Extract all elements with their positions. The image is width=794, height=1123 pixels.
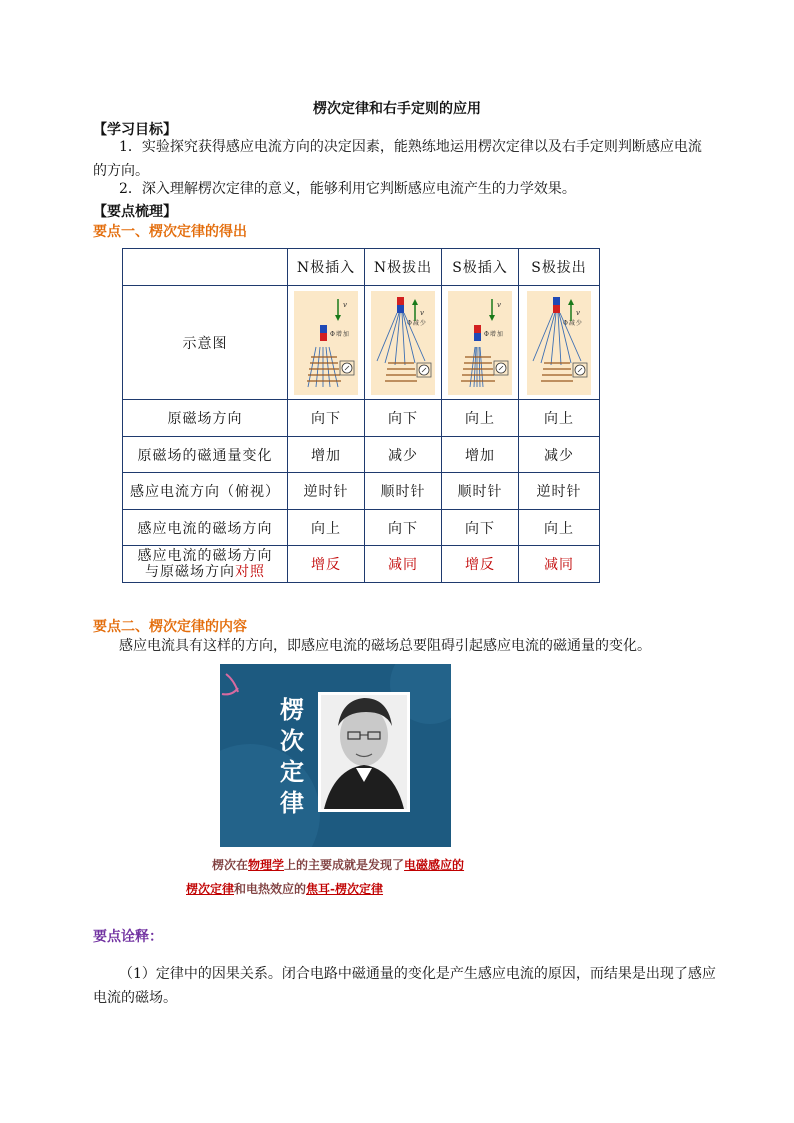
diagram-cell xyxy=(519,286,600,400)
table-cell: 减同 xyxy=(519,546,600,583)
row-label-line1: 感应电流的磁场方向 xyxy=(137,548,273,564)
caption-link-joule-lenz[interactable]: 焦耳-楞次定律 xyxy=(306,882,384,896)
velocity-symbol: v xyxy=(497,300,502,309)
row-label-red: 对照 xyxy=(235,564,265,580)
flux-tag: Φ增加 xyxy=(330,330,350,338)
row-label: 原磁场方向 xyxy=(123,400,288,437)
flux-tag: Φ减少 xyxy=(407,319,427,327)
velocity-symbol: v xyxy=(420,308,425,317)
caption-link-em-induction[interactable]: 电磁感应的 xyxy=(404,858,465,872)
caption-text: 上的主要成就是发现了 xyxy=(284,858,405,872)
header-s-withdraw: S极拔出 xyxy=(519,249,600,286)
velocity-symbol: v xyxy=(576,308,581,317)
table-cell: 减少 xyxy=(365,437,442,473)
diagram-cell xyxy=(365,286,442,400)
page-title: 楞次定律和右手定则的应用 xyxy=(313,101,481,117)
explain-text: （1）定律中的因果关系。闭合电路中磁通量的变化是产生感应电流的原因，而结果是出现了感应电流的磁场。 xyxy=(93,966,716,1006)
table-cell: 向下 xyxy=(288,400,365,437)
magnet-coil-diagram-s-insert xyxy=(448,291,512,395)
row-label: 感应电流方向（俯视） xyxy=(123,473,288,510)
magnet-coil-diagram-s-withdraw xyxy=(527,291,591,395)
caption-line1 xyxy=(212,856,464,873)
table-cell: 向上 xyxy=(519,510,600,546)
table-row xyxy=(123,473,600,510)
lenz-portrait-image xyxy=(220,664,451,847)
flux-tag: Φ减少 xyxy=(563,319,583,327)
diagram-label: 示意图 xyxy=(123,286,288,400)
header-n-insert: N极插入 xyxy=(288,249,365,286)
table-row xyxy=(123,546,600,583)
point2-heading: 要点二、楞次定律的内容 xyxy=(93,619,247,635)
table-row xyxy=(123,437,600,473)
caption-text: 和电热效应的 xyxy=(234,882,307,896)
table-row xyxy=(123,510,600,546)
goal-item-2: 2．深入理解楞次定律的意义，能够利用它判断感应电流产生的力学效果。 xyxy=(119,181,576,197)
title-char: 楞 xyxy=(280,695,304,724)
point1-heading: 要点一、楞次定律的得出 xyxy=(93,224,247,240)
table-cell: 增加 xyxy=(288,437,365,473)
title-char: 律 xyxy=(280,788,304,817)
outline-heading: 【要点梳理】 xyxy=(93,204,177,220)
title-char: 定 xyxy=(280,757,304,786)
lenz-table xyxy=(122,248,600,583)
row-label-comparison xyxy=(123,546,288,583)
table-cell: 向下 xyxy=(442,510,519,546)
portrait-illustration xyxy=(220,664,451,847)
table-cell: 减少 xyxy=(519,437,600,473)
table-corner xyxy=(123,249,288,286)
row-label-line2: 与原磁场方向 xyxy=(145,564,235,580)
table-cell: 向上 xyxy=(442,400,519,437)
table-cell: 顺时针 xyxy=(442,473,519,510)
header-n-withdraw: N极拔出 xyxy=(365,249,442,286)
table-cell: 增反 xyxy=(288,546,365,583)
goal-item-1: 1．实验探究获得感应电流方向的决定因素，能熟练地运用楞次定律以及右手定则判断感应电流的方向。 xyxy=(93,139,702,179)
table-cell: 向下 xyxy=(365,400,442,437)
caption-line2 xyxy=(186,880,383,897)
table-cell: 增加 xyxy=(442,437,519,473)
table-row xyxy=(123,400,600,437)
velocity-symbol: v xyxy=(343,300,348,309)
table-cell: 向下 xyxy=(365,510,442,546)
flux-tag: Φ增加 xyxy=(484,330,504,338)
table-cell: 向上 xyxy=(519,400,600,437)
title-char: 次 xyxy=(280,726,304,755)
header-s-insert: S极插入 xyxy=(442,249,519,286)
caption-link-physics[interactable]: 物理学 xyxy=(248,858,285,872)
diagram-cell xyxy=(442,286,519,400)
diagram-cell xyxy=(288,286,365,400)
table-cell: 顺时针 xyxy=(365,473,442,510)
caption-link-lenz-law[interactable]: 楞次定律 xyxy=(186,882,235,896)
table-cell: 逆时针 xyxy=(519,473,600,510)
point2-text: 感应电流具有这样的方向，即感应电流的磁场总要阻碍引起感应电流的磁通量的变化。 xyxy=(119,638,651,654)
table-cell: 逆时针 xyxy=(288,473,365,510)
row-label: 感应电流的磁场方向 xyxy=(123,510,288,546)
row-label: 原磁场的磁通量变化 xyxy=(123,437,288,473)
table-cell: 减同 xyxy=(365,546,442,583)
magnet-coil-diagram-n-insert xyxy=(294,291,358,395)
caption-text: 楞次在 xyxy=(212,858,249,872)
table-cell: 向上 xyxy=(288,510,365,546)
explain-heading: 要点诠释： xyxy=(93,929,163,945)
table-cell: 增反 xyxy=(442,546,519,583)
goals-heading: 【学习目标】 xyxy=(93,122,177,138)
portrait-vertical-title xyxy=(278,694,306,818)
magnet-coil-diagram-n-withdraw xyxy=(371,291,435,395)
